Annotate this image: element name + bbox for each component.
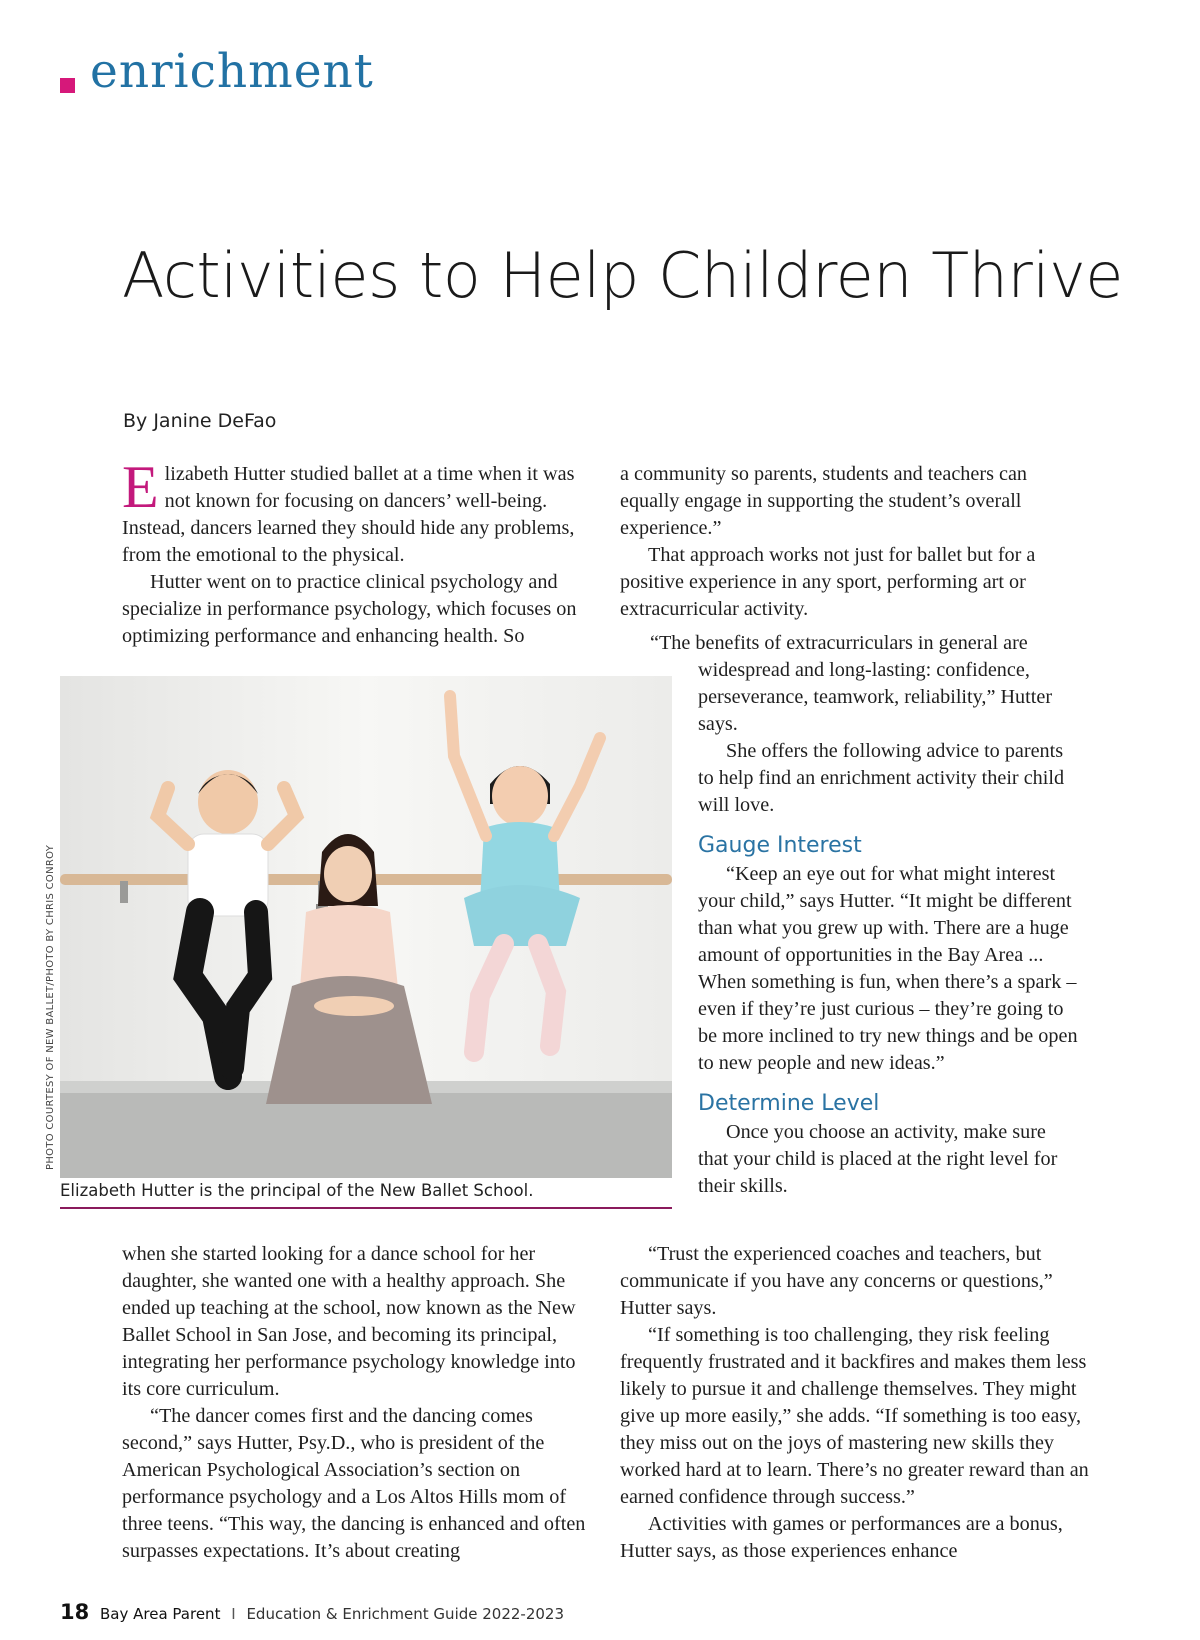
paragraph — [122, 454, 592, 569]
article-headline: Activities to Help Children Thrive — [122, 239, 1123, 312]
paragraph: Once you choose an activity, make sure that your child is placed at the right level for their skills. — [698, 1121, 1058, 1197]
section-marker — [60, 78, 75, 93]
guide-name: Education & Enrichment Guide 2022-2023 — [246, 1605, 565, 1623]
paragraph: “The benefits of extracurriculars in general are widespread and long-lasting: confidence, perseverance, teamwork, reliability,” Hutter says. — [650, 632, 1053, 735]
footer-separator: I — [231, 1605, 236, 1623]
body-column-right-top — [620, 461, 1080, 623]
section-label: enrichment — [90, 44, 374, 99]
page-footer — [60, 1600, 564, 1624]
paragraph: “Keep an eye out for what might interest your child,” says Hutter. “It might be different than what you grew up with. There are a huge amount of opportunities in the Bay Area ... When something is fun, when there’s a spark – even if they’re just curious – they’re going to be more inclined to try new things and be open to new people and new ideas.” — [698, 863, 1078, 1074]
paragraph: “Trust the experienced coaches and teachers, but communicate if you have any concerns or questions,” Hutter says. — [620, 1243, 1053, 1319]
body-column-right-bottom — [620, 1241, 1090, 1565]
paragraph: when she started looking for a dance school for her daughter, she wanted one with a healthy approach. She ended up teaching at the school, now known as the New Ballet School in San Jose, and becoming its principal, integrating her performance psychology knowledge into its core curriculum. — [122, 1243, 576, 1400]
photo-caption: Elizabeth Hutter is the principal of the New Ballet School. — [60, 1181, 672, 1209]
subhead-determine-level: Determine Level — [698, 1091, 880, 1116]
paragraph: She offers the following advice to parents to help find an enrichment activity their child will love. — [698, 740, 1065, 816]
paragraph: That approach works not just for ballet but for a positive experience in any sport, performing art or extracurricular activity. — [620, 544, 1036, 620]
photo-credit: PHOTO COURTESY OF NEW BALLET/PHOTO BY CHRIS CONROY — [45, 844, 56, 1170]
paragraph: Activities with games or performances are a bonus, Hutter says, as those experiences enhance — [620, 1513, 1063, 1562]
body-column-right-mid — [650, 630, 1080, 1200]
paragraph-text: lizabeth Hutter studied ballet at a time when it was not known for focusing on dancers’ well-being. Instead, dancers learned they should hide any problems, from the emotional to the physical. — [122, 463, 575, 566]
publication-name: Bay Area Parent — [100, 1605, 221, 1623]
page-number: 18 — [60, 1600, 90, 1624]
byline: By Janine DeFao — [123, 410, 277, 432]
paragraph: Hutter went on to practice clinical psychology and specialize in performance psychology, which focuses on optimizing performance and enhancing health. So — [122, 571, 577, 647]
paragraph: “If something is too challenging, they risk feeling frequently frustrated and it backfires and makes them less likely to pursue it and challenge themselves. They might give up more easily,” she adds. “If something is too easy, they miss out on the joys of mastering new skills they worked hard at to learn. There’s no greater reward than an earned confidence through success.” — [620, 1324, 1089, 1508]
body-column-left-top — [122, 454, 592, 650]
article-photo — [60, 676, 672, 1178]
ballet-studio-illustration — [60, 676, 672, 1178]
subhead-gauge-interest: Gauge Interest — [698, 833, 862, 858]
paragraph: “The dancer comes first and the dancing comes second,” says Hutter, Psy.D., who is president of the American Psychological Association’s section on performance psychology and a Los Altos Hills mom of three teens. “This way, the dancing is enhanced and often surpasses expectations. It’s about creating — [122, 1405, 586, 1562]
body-column-left-bottom — [122, 1241, 592, 1565]
drop-cap: E — [122, 454, 159, 520]
paragraph: a community so parents, students and teachers can equally engage in supporting the student’s overall experience.” — [620, 463, 1027, 539]
